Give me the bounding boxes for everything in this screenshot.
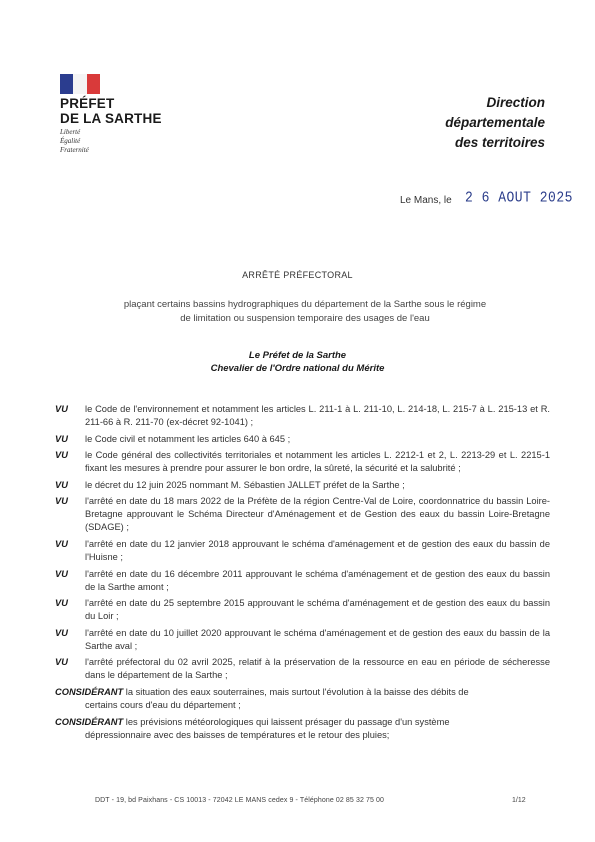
vu-clause xyxy=(55,627,550,653)
date-stamp: 2 6 AOUT 2025 xyxy=(465,188,573,207)
considerant-clause xyxy=(55,686,550,712)
prefet-title-block xyxy=(0,349,595,375)
vu-keyword: VU xyxy=(55,657,68,668)
considerant-clause xyxy=(55,716,550,742)
motto-fraternite: Fraternité xyxy=(60,146,89,154)
considerant-keyword: CONSIDÉRANT xyxy=(55,716,124,727)
vu-keyword: VU xyxy=(55,568,68,579)
date-label: Le Mans, le xyxy=(400,195,452,206)
vu-keyword: VU xyxy=(55,496,68,507)
vu-text: l'arrêté en date du 18 mars 2022 de la Préfète de la région Centre-Val de Loire, coordonnatrice du bassin Loire-Bretagne approuvant le Schéma Directeur d'Aménagement et de Gestion des eaux du bassin Loire-Bretagne (SDAGE) ; xyxy=(85,496,550,533)
vu-keyword: VU xyxy=(55,433,68,444)
motto-egalite: Égalité xyxy=(60,137,81,145)
vu-clause xyxy=(55,538,550,564)
vu-keyword: VU xyxy=(55,538,68,549)
direction-line-1: Direction xyxy=(486,95,545,110)
flag-red-band xyxy=(87,74,100,94)
considerant-text-first: la situation des eaux souterraines, mais surtout l'évolution à la baisse des débits de xyxy=(125,686,469,697)
marianne-flag-logo xyxy=(60,74,100,94)
vu-text: l'arrêté en date du 16 décembre 2011 approuvant le schéma d'aménagement et de gestion des eaux du bassin de la Sarthe amont ; xyxy=(85,568,550,592)
document-title: ARRÊTÉ PRÉFECTORAL xyxy=(242,270,353,280)
vu-keyword: VU xyxy=(55,450,68,461)
brand-line-2: DE LA SARTHE xyxy=(60,111,162,126)
direction-line-3: des territoires xyxy=(454,135,545,150)
considerant-text-rest: dépressionnaire avec des baisses de températures et le retour des pluies; xyxy=(85,729,390,740)
vu-keyword: VU xyxy=(55,598,68,609)
vu-clause xyxy=(55,568,550,594)
subtitle-line-2: de limitation ou suspension temporaire des usages de l'eau xyxy=(180,313,430,324)
vu-keyword: VU xyxy=(55,479,68,490)
vu-clause xyxy=(55,656,550,682)
vu-text: l'arrêté en date du 25 septembre 2015 approuvant le schéma d'aménagement et de gestion des eaux du bassin du Loir ; xyxy=(85,598,550,622)
page-number: 1/12 xyxy=(512,797,526,804)
footer-address: DDT - 19, bd Paixhans - CS 10013 - 72042 LE MANS cedex 9 - Téléphone 02 85 32 75 00 xyxy=(95,797,384,804)
document-subtitle xyxy=(90,298,520,326)
flag-blue-band xyxy=(60,74,73,94)
prefet-name: Le Préfet de la Sarthe xyxy=(248,350,347,361)
vu-clause xyxy=(55,479,550,492)
vu-keyword: VU xyxy=(55,627,68,638)
clauses-list xyxy=(55,403,550,745)
vu-clause xyxy=(55,495,550,534)
vu-text: le Code civil et notamment les articles 640 à 645 ; xyxy=(85,433,291,444)
vu-text: le Code de l'environnement et notamment les articles L. 211-1 à L. 211-10, L. 214-18, L. 215-7 à L. 215-13 et R. 211-66 à R. 211-70 (ex-décret 92-1041) ; xyxy=(85,404,550,427)
prefet-honour: Chevalier de l'Ordre national du Mérite xyxy=(210,363,385,374)
considerant-keyword: CONSIDÉRANT xyxy=(55,686,124,697)
considerant-text-rest: certains cours d'eau du département ; xyxy=(85,699,241,710)
republic-motto xyxy=(60,128,89,155)
subtitle-line-1: plaçant certains bassins hydrographiques du département de la Sarthe sous le régime xyxy=(123,299,487,310)
issuing-direction xyxy=(365,93,545,153)
vu-clause xyxy=(55,597,550,623)
prefecture-brand xyxy=(60,96,162,126)
motto-liberte: Liberté xyxy=(60,128,81,136)
vu-text: le décret du 12 juin 2025 nommant M. Sébastien JALLET préfet de la Sarthe ; xyxy=(85,479,405,490)
brand-line-1: PRÉFET xyxy=(60,96,115,111)
vu-keyword: VU xyxy=(55,404,68,414)
vu-text: l'arrêté préfectoral du 02 avril 2025, relatif à la préservation de la ressource en eau en période de sécheresse dans le département de la Sarthe ; xyxy=(85,657,550,681)
flag-white-band xyxy=(73,74,86,94)
vu-text: l'arrêté en date du 10 juillet 2020 approuvant le schéma d'aménagement et de gestion des eaux du bassin de la Sarthe aval ; xyxy=(85,627,550,651)
vu-clause xyxy=(55,449,550,475)
vu-clause xyxy=(55,403,550,429)
vu-text: le Code général des collectivités territoriales et notamment les articles L. 2212-1 et 2, L. 2213-29 et L. 2215-1 fixant les mesures à prendre pour assurer le bon ordre, la sûreté, la sécurité et la salubrité ; xyxy=(85,450,550,474)
vu-clause xyxy=(55,433,550,446)
direction-line-2: départementale xyxy=(445,115,545,130)
vu-text: l'arrêté en date du 12 janvier 2018 approuvant le schéma d'aménagement et de gestion des eaux du bassin de l'Huisne ; xyxy=(85,538,550,562)
considerant-text-first: les prévisions météorologiques qui laissent présager du passage d'un système xyxy=(125,716,450,727)
